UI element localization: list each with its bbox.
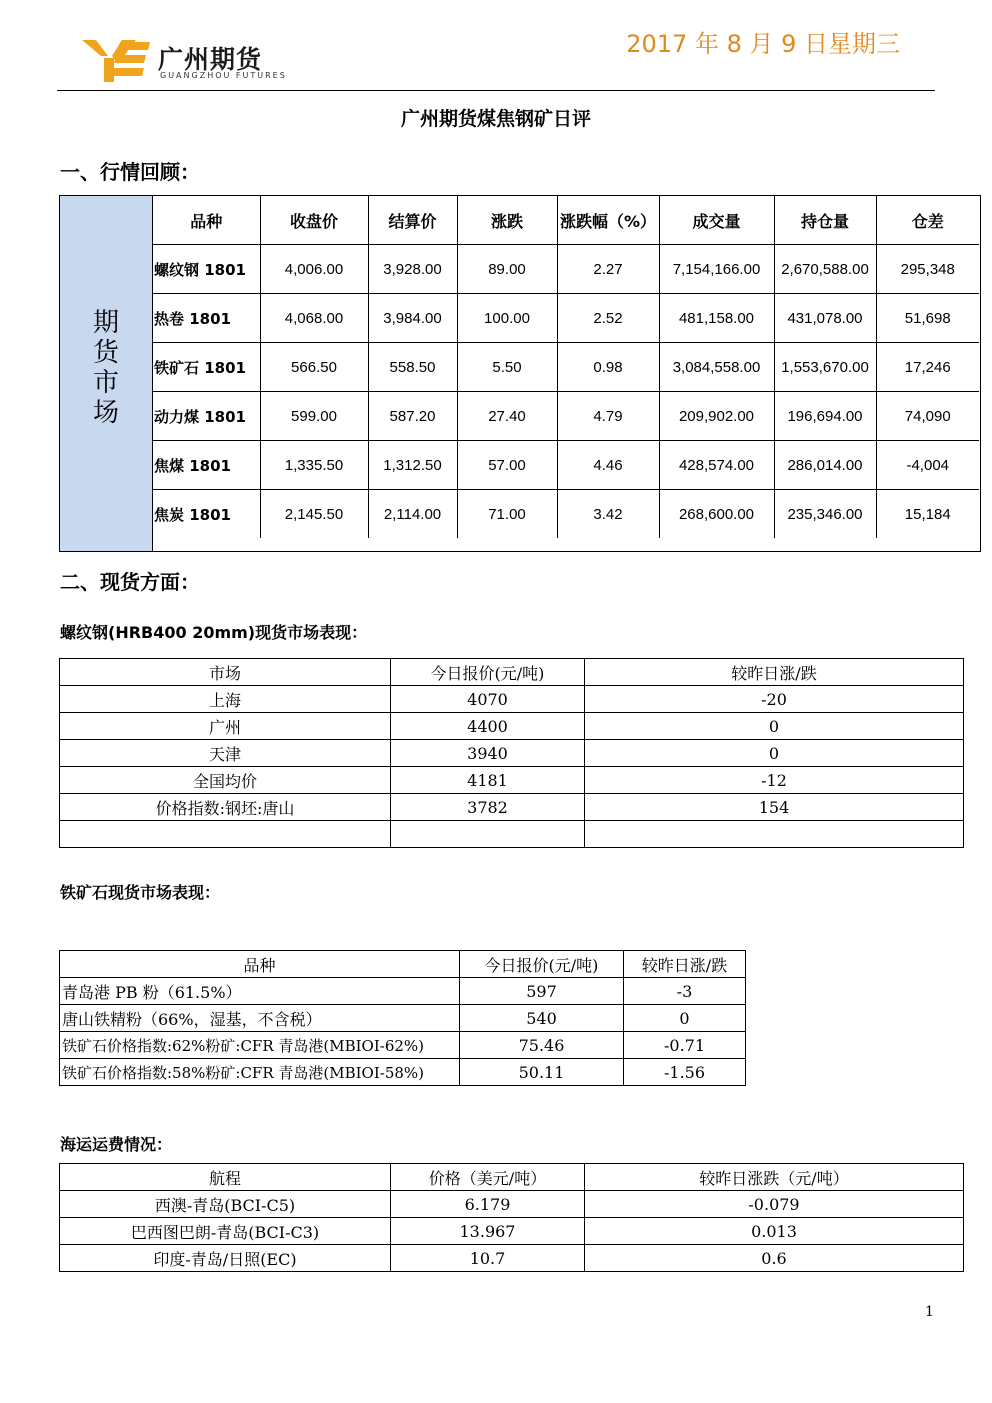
table-cell: 51,698 (876, 294, 979, 343)
table-cell: 4.79 (557, 392, 659, 441)
table-cell: 4.46 (557, 441, 659, 490)
table-cell: -12 (585, 767, 964, 794)
table-cell: 1,553,670.00 (774, 343, 876, 392)
futures-market-side-text (60, 308, 152, 428)
column-header: 收盘价 (260, 196, 368, 245)
table-cell: 0 (624, 1005, 746, 1032)
table-row (60, 686, 964, 713)
document-title: 广州期货煤焦钢矿日评 (400, 108, 591, 130)
futures-table (153, 196, 979, 538)
table-cell: 599.00 (260, 392, 368, 441)
table-cell: 3,928.00 (368, 245, 457, 294)
table-cell: 7,154,166.00 (659, 245, 774, 294)
table-cell: 4070 (391, 686, 585, 713)
table-cell: 4181 (391, 767, 585, 794)
table-cell: 铁矿石 1801 (153, 343, 260, 392)
table-cell: 1,312.50 (368, 441, 457, 490)
section-heading-market-review: 一、行情回顾： (60, 160, 200, 184)
table-row (60, 740, 964, 767)
rebar-spot-heading: 螺纹钢(HRB400 20mm)现货市场表现： (60, 623, 368, 642)
table-cell: 3.42 (557, 490, 659, 539)
table-cell-empty (391, 821, 585, 848)
table-cell: 0.6 (585, 1245, 964, 1272)
logo-english-name: GUANGZHOU FUTURES (160, 71, 287, 80)
side-char: 货 (92, 338, 119, 368)
table-row (153, 245, 979, 294)
column-header: 价格（美元/吨） (391, 1164, 585, 1191)
table-cell: 10.7 (391, 1245, 585, 1272)
table-cell: 57.00 (457, 441, 557, 490)
header-divider (57, 90, 935, 91)
table-cell: -0.079 (585, 1191, 964, 1218)
table-row (153, 392, 979, 441)
table-cell: 209,902.00 (659, 392, 774, 441)
table-cell: 597 (460, 978, 624, 1005)
table-cell: 0 (585, 740, 964, 767)
table-cell: 4,006.00 (260, 245, 368, 294)
column-header: 较昨日涨/跌 (624, 951, 746, 978)
table-cell: 5.50 (457, 343, 557, 392)
table-cell: 587.20 (368, 392, 457, 441)
table-cell: 1,335.50 (260, 441, 368, 490)
table-cell: 3,084,558.00 (659, 343, 774, 392)
table-cell: 268,600.00 (659, 490, 774, 539)
table-cell: 235,346.00 (774, 490, 876, 539)
table-cell: 动力煤 1801 (153, 392, 260, 441)
table-cell: 焦炭 1801 (153, 490, 260, 539)
table-row (60, 713, 964, 740)
table-cell: 唐山铁精粉（66%，湿基，不含税） (60, 1005, 460, 1032)
table-cell: 价格指数:钢坯:唐山 (60, 794, 391, 821)
section-heading-spot: 二、现货方面： (60, 570, 200, 594)
table-cell: 540 (460, 1005, 624, 1032)
table-cell: 热卷 1801 (153, 294, 260, 343)
column-header: 品种 (60, 951, 460, 978)
table-cell: 558.50 (368, 343, 457, 392)
table-cell: 566.50 (260, 343, 368, 392)
table-cell: 0.013 (585, 1218, 964, 1245)
side-char: 市 (92, 368, 119, 398)
table-row (153, 441, 979, 490)
table-cell: 2,114.00 (368, 490, 457, 539)
side-char: 场 (92, 398, 119, 428)
column-header: 市场 (60, 659, 391, 686)
column-header: 结算价 (368, 196, 457, 245)
table-cell: 75.46 (460, 1032, 624, 1059)
table-row (60, 1218, 964, 1245)
table-cell: 全国均价 (60, 767, 391, 794)
table-row (153, 294, 979, 343)
table-cell: 295,348 (876, 245, 979, 294)
table-row (60, 1191, 964, 1218)
page-number: 1 (925, 1304, 934, 1320)
table-cell: 3,984.00 (368, 294, 457, 343)
table-row (60, 1005, 746, 1032)
column-header: 航程 (60, 1164, 391, 1191)
table-cell: 17,246 (876, 343, 979, 392)
company-logo (82, 38, 287, 86)
table-cell: 4400 (391, 713, 585, 740)
table-cell: 154 (585, 794, 964, 821)
table-cell: 286,014.00 (774, 441, 876, 490)
table-cell: 100.00 (457, 294, 557, 343)
report-date: 2017 年 8 月 9 日星期三 (626, 30, 900, 58)
table-cell: 481,158.00 (659, 294, 774, 343)
table-cell: 431,078.00 (774, 294, 876, 343)
table-cell: -3 (624, 978, 746, 1005)
table-cell: 71.00 (457, 490, 557, 539)
column-header: 今日报价(元/吨) (391, 659, 585, 686)
table-cell: 27.40 (457, 392, 557, 441)
table-row (60, 1245, 964, 1272)
table-cell: -20 (585, 686, 964, 713)
column-header: 涨跌 (457, 196, 557, 245)
table-cell: 0 (585, 713, 964, 740)
logo-chinese-name: 广州期货 (158, 45, 263, 74)
table-cell: 上海 (60, 686, 391, 713)
table-cell: 巴西图巴朗-青岛(BCI-C3) (60, 1218, 391, 1245)
column-header: 仓差 (876, 196, 979, 245)
table-row (153, 490, 979, 539)
table-cell: 196,694.00 (774, 392, 876, 441)
table-row (60, 767, 964, 794)
table-cell: 天津 (60, 740, 391, 767)
company-logo-mark-icon (82, 38, 152, 82)
table-row (60, 1059, 746, 1086)
table-header-row (153, 196, 979, 245)
table-cell: 螺纹钢 1801 (153, 245, 260, 294)
freight-heading: 海运运费情况： (60, 1135, 173, 1154)
table-cell: 2,670,588.00 (774, 245, 876, 294)
table-cell: 3782 (391, 794, 585, 821)
column-header: 涨跌幅（%） (557, 196, 659, 245)
iron-ore-spot-table (59, 950, 746, 1086)
column-header: 较昨日涨/跌 (585, 659, 964, 686)
table-header-row (60, 951, 746, 978)
table-cell-empty (585, 821, 964, 848)
table-header-row (60, 1164, 964, 1191)
table-cell: 西澳-青岛(BCI-C5) (60, 1191, 391, 1218)
column-header: 成交量 (659, 196, 774, 245)
column-header: 持仓量 (774, 196, 876, 245)
table-cell: 74,090 (876, 392, 979, 441)
table-cell: 2.52 (557, 294, 659, 343)
table-cell: 50.11 (460, 1059, 624, 1086)
table-cell: 89.00 (457, 245, 557, 294)
iron-ore-spot-heading: 铁矿石现货市场表现： (60, 883, 221, 902)
table-cell: 焦煤 1801 (153, 441, 260, 490)
table-cell: 印度-青岛/日照(EC) (60, 1245, 391, 1272)
table-cell: 铁矿石价格指数:58%粉矿:CFR 青岛港(MBIOI-58%) (60, 1059, 460, 1086)
table-row-empty (60, 821, 964, 848)
table-cell: 广州 (60, 713, 391, 740)
table-cell: 4,068.00 (260, 294, 368, 343)
table-cell: -1.56 (624, 1059, 746, 1086)
table-cell: 428,574.00 (659, 441, 774, 490)
table-cell: 青岛港 PB 粉（61.5%） (60, 978, 460, 1005)
freight-table (59, 1163, 964, 1272)
table-cell: 6.179 (391, 1191, 585, 1218)
table-cell: -0.71 (624, 1032, 746, 1059)
futures-table-frame (59, 195, 981, 552)
table-cell: 15,184 (876, 490, 979, 539)
table-cell: 2.27 (557, 245, 659, 294)
column-header: 品种 (153, 196, 260, 245)
futures-market-side-label (60, 196, 153, 551)
rebar-spot-table (59, 658, 964, 848)
table-cell: 3940 (391, 740, 585, 767)
side-char: 期 (92, 308, 119, 338)
column-header: 较昨日涨跌（元/吨） (585, 1164, 964, 1191)
table-cell: 2,145.50 (260, 490, 368, 539)
table-cell: -4,004 (876, 441, 979, 490)
table-row (60, 794, 964, 821)
table-cell: 铁矿石价格指数:62%粉矿:CFR 青岛港(MBIOI-62%) (60, 1032, 460, 1059)
table-row (60, 1032, 746, 1059)
table-header-row (60, 659, 964, 686)
table-cell-empty (60, 821, 391, 848)
table-cell: 13.967 (391, 1218, 585, 1245)
table-row (153, 343, 979, 392)
column-header: 今日报价(元/吨) (460, 951, 624, 978)
table-cell: 0.98 (557, 343, 659, 392)
table-row (60, 978, 746, 1005)
